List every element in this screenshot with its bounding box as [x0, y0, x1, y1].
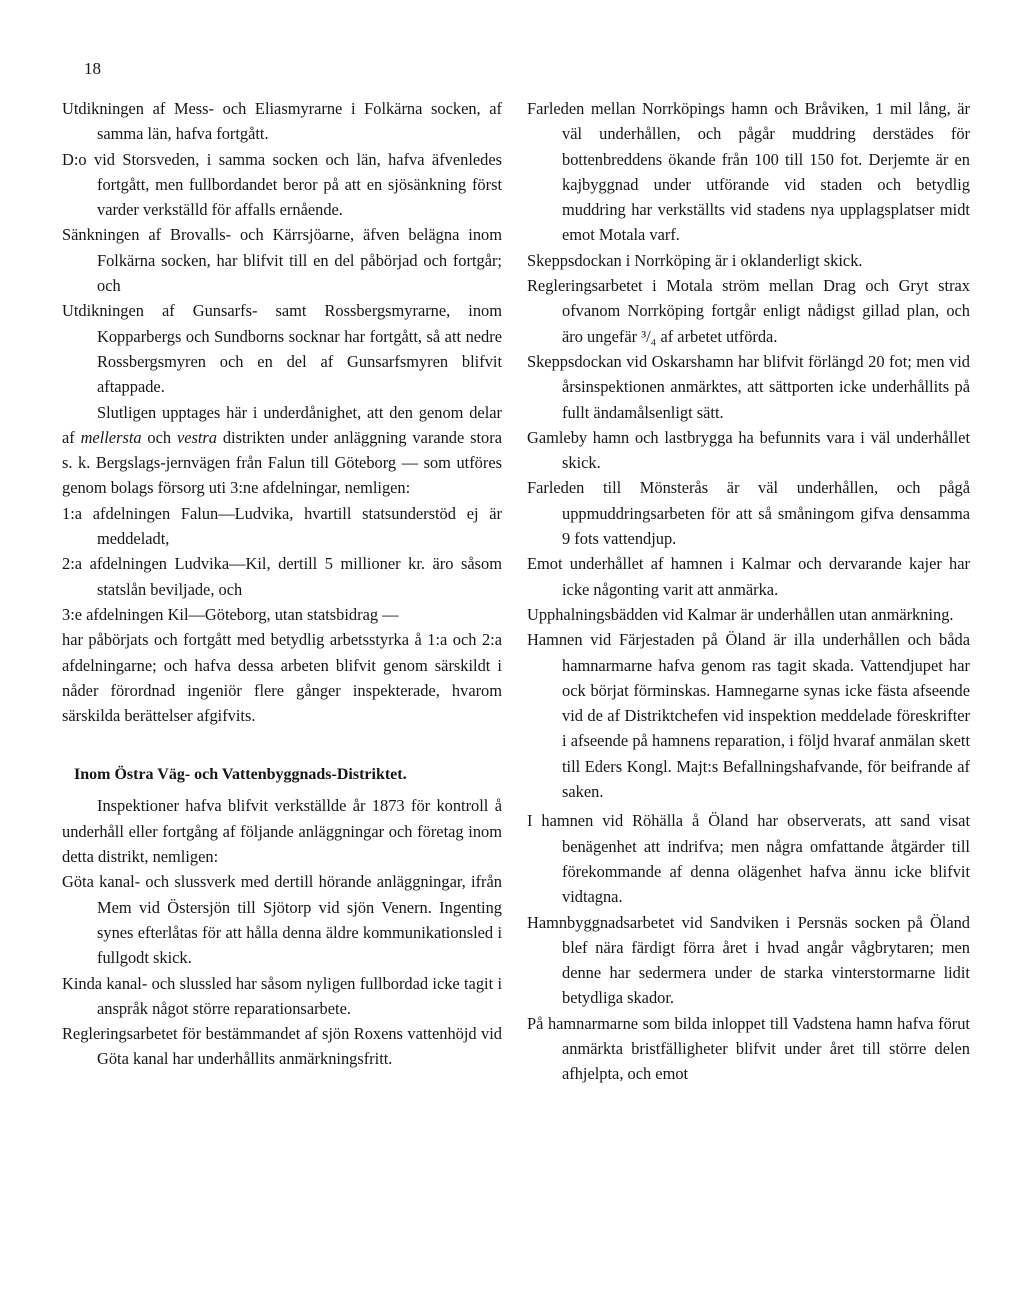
right-column — [527, 96, 970, 1087]
paragraph: Sänkningen af Brovalls- och Kärrsjöarne, äfven belägna inom Folkärna socken, har blifvit till en del påbörjad och fortgår; och — [62, 225, 502, 296]
italic-term: mellersta — [80, 427, 142, 447]
paragraph: Utdikningen af Mess- och Eliasmyrarne i Folkärna socken, af samma län, hafva fortgått. — [62, 99, 502, 144]
paragraph — [527, 273, 970, 349]
paragraph: Inspektioner hafva blifvit verkställde år 1873 för kontroll å underhåll eller fortgång af följande anläggningar och företag inom detta distrikt, nemligen: — [62, 796, 502, 867]
paragraph: Skeppsdockan i Norrköping är i oklanderligt skick. — [527, 250, 863, 270]
text-run: af arbetet utförda. — [656, 326, 778, 346]
text-run: distrikten under anläggning varande stora s. k. Bergslags-jernvägen från Falun till Göteborg — som utföres genom bolags försorg uti 3:ne afdelningar, nemligen: — [62, 427, 502, 498]
paragraph: Farleden mellan Norrköpings hamn och Bråviken, 1 mil lång, är väl underhållen, och pågår muddring derstädes för bottenbreddens ökande från 100 till 150 fot. Derjemte är en kajbyggnad under utförande vid staden och betydlig muddring har verkställts vid stadens nya upplagsplatser midt emot Motala varf. — [527, 99, 970, 245]
section-heading: Inom Östra Väg- och Vattenbyggnads-Distriktet. — [74, 766, 407, 784]
paragraph: Göta kanal- och slussverk med dertill hörande anläggningar, ifrån Mem vid Östersjön till Sjötorp vid sjön Venern. Ingenting synes efterlåtas för att hålla denna äldre kommunikationsled i fullgodt skick. — [62, 872, 502, 968]
paragraph: Kinda kanal- och slussled har såsom nyligen fullbordad icke tagit i anspråk något större reparationsarbete. — [62, 973, 502, 1018]
text-run: och — [141, 427, 177, 447]
fraction: ³/₄ — [641, 326, 657, 346]
paragraph: Hamnen vid Färjestaden på Öland är illa underhållen och båda hamnarmarne hafva genom ras tagit skada. Vattendjupet har ock börjat förminskas. Hamnegarne synas icke fästa afseende vid de af Distriktchefen vid inspektion meddelade föreskrifter i afseende på hamnens reparation, i följd hvaraf anmälan skett till Eders Kongl. Majt:s Befallningshafvande, för beifrande af saken. — [527, 630, 970, 802]
paragraph: Utdikningen af Gunsarfs- samt Rossbergsmyrarne, inom Kopparbergs och Sundborns socknar har fortgått, så att nedre Rossbergsmyren och en del af Gunsarfsmyren blifvit aftappade. — [62, 301, 502, 397]
paragraph: Skeppsdockan vid Oskarshamn har blifvit förlängd 20 fot; men vid årsinspektionen anmärktes, att sättporten icke underhållits på fullt ändamålsenligt sätt. — [527, 351, 970, 422]
paragraph: Emot underhållet af hamnen i Kalmar och dervarande kajer har icke någonting varit att anmärka. — [527, 554, 970, 599]
paragraph: Gamleby hamn och lastbrygga ha befunnits vara i väl underhållet skick. — [527, 427, 970, 473]
list-item: 2:a afdelningen Ludvika—Kil, dertill 5 millioner kr. äro såsom statslån beviljade, och — [62, 554, 502, 599]
paragraph: I hamnen vid Röhälla å Öland har observerats, att sand visat benägenhet att indrifva; men några omfattande åtgärder till förekommande af denna olägenhet hafva ännu icke blifvit vidtagna. — [527, 811, 970, 907]
left-column — [62, 96, 502, 1072]
italic-term: vestra — [176, 427, 217, 447]
paragraph: Farleden till Mönsterås är väl underhållen, och pågå uppmuddringsarbeten för att så småningom gifva densamma 9 fots vattendjup. — [527, 478, 970, 549]
text-run: Slutligen upptages här i underdånighet, att den genom delar af — [62, 402, 502, 447]
page-number: 18 — [84, 59, 101, 78]
paragraph: har påbörjats och fortgått med betydlig arbetsstyrka å 1:a och 2:a afdelningarne; och hafva dessa arbeten blifvit genom särskildt i nåder förordnad ingeniör flere gånger inspekterade, hvarom särskilda berättelser afgifvits. — [62, 630, 502, 726]
paragraph: D:o vid Storsveden, i samma socken och län, hafva äfvenledes fortgått, men fullbordandet beror på att en sjösänkning först varder verkställd för affalls ernående. — [62, 149, 502, 220]
paragraph: Upphalningsbädden vid Kalmar är underhållen utan anmärkning. — [527, 604, 954, 624]
list-item: 3:e afdelningen Kil—Göteborg, utan statsbidrag — — [62, 604, 399, 624]
paragraph: På hamnarmarne som bilda inloppet till Vadstena hamn hafva förut anmärkta bristfälligheter blifvit under året till större delen afhjelpta, och emot — [527, 1013, 970, 1084]
paragraph — [62, 400, 502, 501]
list-item: 1:a afdelningen Falun—Ludvika, hvartill statsunderstöd ej är meddeladt, — [62, 503, 502, 549]
paragraph: Hamnbyggnadsarbetet vid Sandviken i Persnäs socken på Öland blef nära färdigt förra året i hvad angår vågbrytaren; men denne har sedermera under de starka vinterstormarne lidit betydliga skador. — [527, 912, 970, 1008]
paragraph: Regleringsarbetet för bestämmandet af sjön Roxens vattenhöjd vid Göta kanal har underhållits anmärkningsfritt. — [62, 1024, 502, 1069]
text-run: Regleringsarbetet i Motala ström mellan Drag och Gryt strax ofvanom Norrköping fortgår enligt nådigst gillad plan, och äro ungefär — [527, 276, 970, 346]
